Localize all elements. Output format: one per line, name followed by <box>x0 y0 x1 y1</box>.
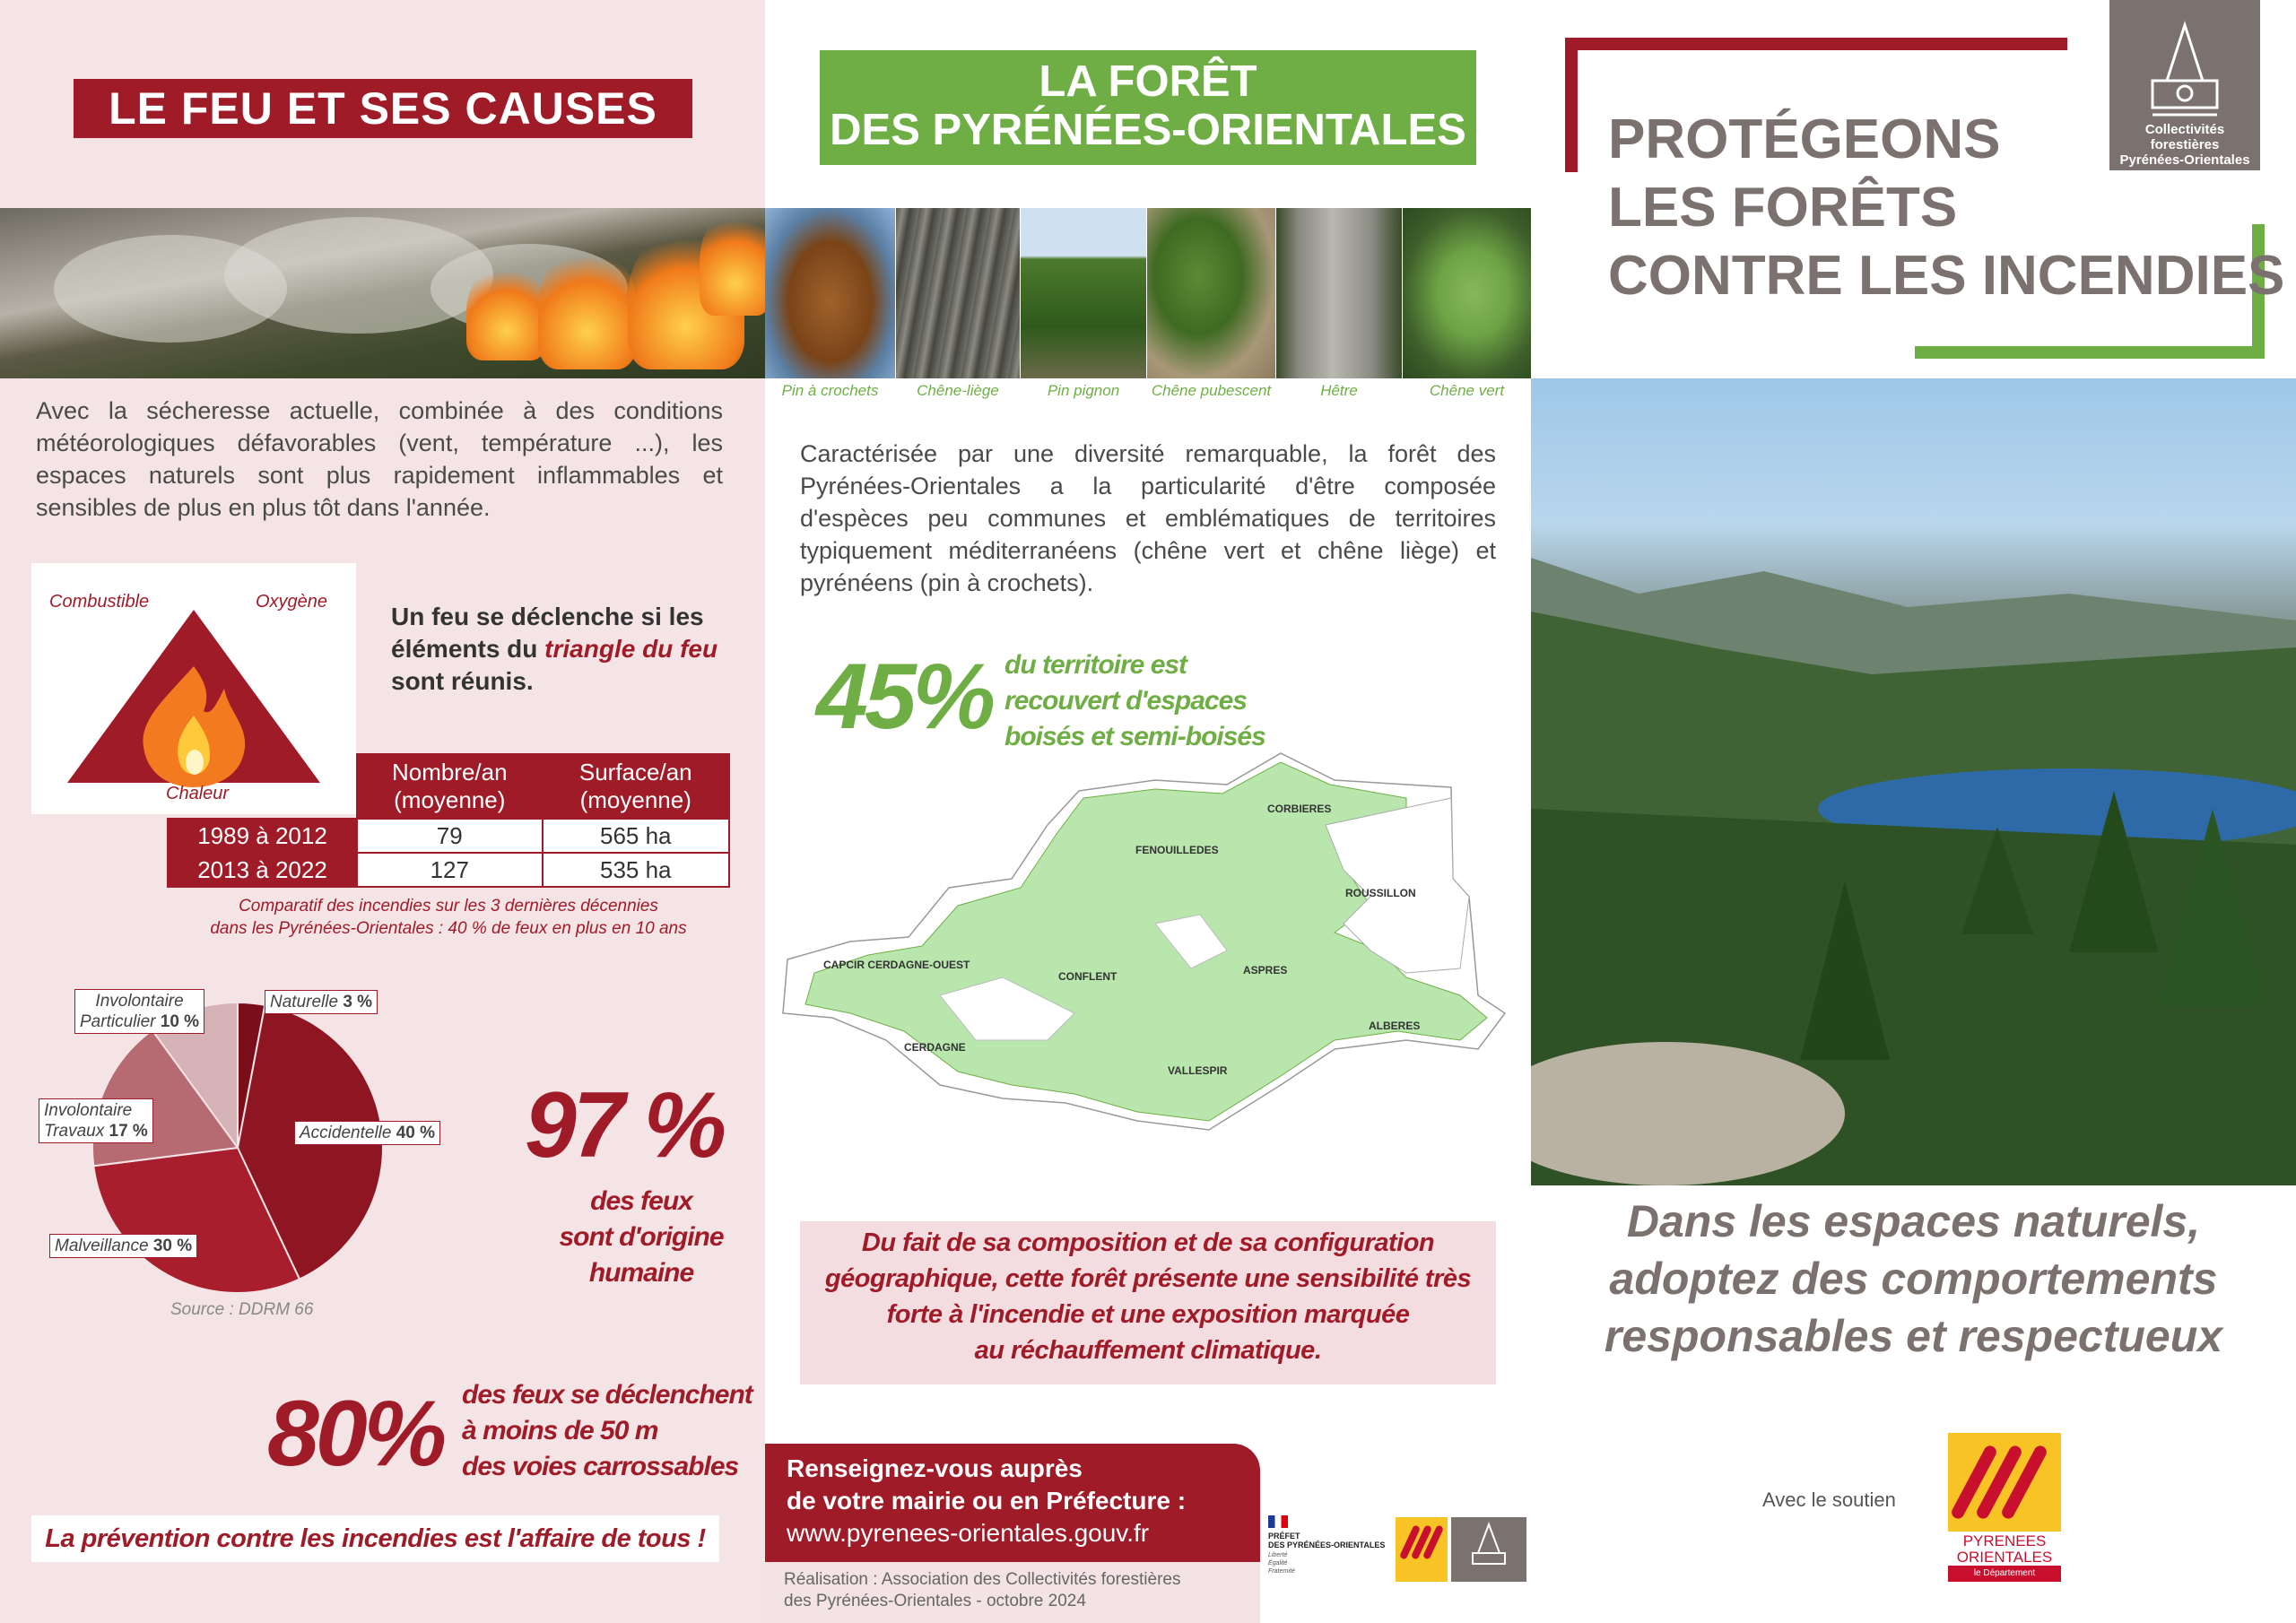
table-cell-nombre: 79 <box>357 819 543 853</box>
label-oxygene: Oxygène <box>256 592 328 612</box>
causes-pie-chart <box>90 995 404 1309</box>
main-title-line: LES FORÊTS <box>1608 177 1958 239</box>
table-header-row <box>168 754 729 819</box>
lake-landscape-photo <box>1531 378 2296 1185</box>
flag-icon <box>1268 1515 1288 1528</box>
pie-label-accidentelle <box>294 1121 440 1145</box>
forest-house-icon <box>2109 0 2260 135</box>
info-line: de votre mairie ou en Préfecture : <box>787 1487 1187 1515</box>
pie-label-text: Accidentelle <box>300 1124 392 1142</box>
dept-line: PYRENEES <box>1962 1532 2047 1549</box>
collectivites-mini-logo <box>1451 1517 1526 1582</box>
pie-label-text: Particulier <box>80 1012 156 1031</box>
species-caption: Chêne vert <box>1429 382 1505 399</box>
table-cell-surface: 535 ha <box>543 853 729 887</box>
map-label-alberes: ALBERES <box>1369 1020 1421 1032</box>
label-chaleur: Chaleur <box>166 784 230 803</box>
pie-label-travaux <box>39 1098 153 1143</box>
pie-label-particulier <box>74 989 204 1034</box>
slogan-line: responsables et respectueux <box>1604 1311 2223 1361</box>
title-frame-green-bottom <box>1915 346 2265 359</box>
pie-label-text: Involontaire <box>44 1101 133 1120</box>
photo-pin-pignon <box>1021 208 1146 378</box>
map-label-capcir: CAPCIR CERDAGNE-OUEST <box>823 959 970 971</box>
map-label-corbieres: CORBIERES <box>1267 803 1332 815</box>
table-header-surface: Surface/an (moyenne) <box>543 754 729 819</box>
section-title-forest <box>820 50 1476 165</box>
forest-house-icon <box>1451 1517 1526 1582</box>
prefecture-link[interactable]: www.pyrenees-orientales.gouv.fr <box>787 1519 1150 1547</box>
forest-intro-text: Caractérisée par une diversité remarquable, la forêt des Pyrénées-Orientales a la particularité d'être composée d'espèces peu communes et emblématiques de territoires typiquement méditerranéens (chêne vert et chêne liège) et pyrénéens (pin à crochets). <box>800 440 1496 596</box>
stat-45-text <box>1004 647 1265 755</box>
table-corner <box>168 754 357 819</box>
logo-line: Pyrénées-Orientales <box>2119 152 2250 168</box>
departement-logo <box>1948 1433 2061 1578</box>
prevention-banner: La prévention contre les incendies est l'affaire de tous ! <box>31 1515 719 1562</box>
stat-45-line: du territoire est <box>1004 650 1187 680</box>
flame-shape <box>466 262 547 360</box>
pie-source: Source : DDRM 66 <box>170 1300 314 1319</box>
slogan <box>1531 1193 2296 1365</box>
pie-label-value: 17 % <box>109 1122 148 1141</box>
pie-label-value: 30 % <box>152 1237 193 1255</box>
forest-coverage-map <box>778 744 1514 1139</box>
stat-80-line: à moins de 50 m <box>462 1416 658 1445</box>
table-note <box>135 895 762 940</box>
table-row <box>168 853 729 887</box>
table-cell-period: 1989 à 2012 <box>168 819 357 853</box>
logo-line: Collectivités forestières <box>2144 122 2225 152</box>
caption-end: sont réunis. <box>391 667 534 695</box>
fire-intro-text: Avec la sécheresse actuelle, combinée à des conditions météorologiques défavorables (vent, température ...), les espaces naturels sont plus rapidement inflammables et sensibles de plus en plus tôt dans l'année. <box>36 397 723 521</box>
support-text: Avec le soutien <box>1762 1488 1896 1511</box>
stat-80-line: des voies carrossables <box>462 1452 739 1481</box>
triangle-caption <box>391 601 750 698</box>
credit-text <box>784 1569 1180 1612</box>
stat-45-line: recouvert d'espaces <box>1004 686 1247 716</box>
stat-97-line: sont d'origine <box>559 1222 724 1252</box>
pie-label-naturelle <box>265 990 378 1014</box>
table-note-line: Comparatif des incendies sur les 3 dernières décennies <box>239 897 658 916</box>
table-cell-surface: 565 ha <box>543 819 729 853</box>
photo-chene-liege <box>896 208 1020 378</box>
fire-photo <box>0 208 765 378</box>
departement-logo-bg <box>1948 1433 2061 1532</box>
info-contact-box <box>765 1444 1260 1562</box>
label-combustible: Combustible <box>49 592 150 612</box>
pie-label-malveillance <box>49 1234 197 1258</box>
species-caption: Hêtre <box>1320 382 1358 399</box>
prefet-logo-text: DES PYRÉNÉES-ORIENTALES <box>1268 1541 1386 1549</box>
main-title-line: CONTRE LES INCENDIES <box>1608 245 2285 307</box>
slogan-line: adoptez des comportements <box>1609 1254 2218 1304</box>
photo-chene-vert <box>1403 208 1531 378</box>
flame-shape <box>700 208 765 316</box>
caption-start: Un feu se déclenche si les éléments du <box>391 603 704 663</box>
info-line: Renseignez-vous auprès <box>787 1454 1083 1482</box>
stat-97-value: 97 % <box>525 1073 724 1177</box>
pie-label-value: 3 % <box>343 993 373 1011</box>
credit-line: Réalisation : Association des Collectivités forestières <box>784 1570 1181 1589</box>
dept-line: le Département <box>1948 1566 2061 1582</box>
title-frame-red-top <box>1565 38 2067 50</box>
table-header-nombre: Nombre/an (moyenne) <box>357 754 543 819</box>
map-label-aspres: ASPRES <box>1243 964 1288 976</box>
section-title-fire: LE FEU ET SES CAUSES <box>74 79 692 138</box>
species-caption: Pin à crochets <box>781 382 879 399</box>
species-caption: Chêne-liège <box>917 382 999 399</box>
prefet-logo-text: Liberté Égalité Fraternité <box>1268 1552 1295 1575</box>
pie-label-text: Malveillance <box>55 1237 149 1255</box>
pie-label-text: Involontaire <box>95 992 184 1011</box>
photo-hetre <box>1276 208 1402 378</box>
map-label-fenouilledes: FENOUILLEDES <box>1135 844 1219 856</box>
departement-logo-text <box>1948 1533 2061 1582</box>
sensitivity-line: géographique, cette forêt présente une sensibilité très <box>824 1264 1472 1293</box>
forest-title-line: DES PYRÉNÉES-ORIENTALES <box>830 106 1466 154</box>
map-label-cerdagne: CERDAGNE <box>904 1041 966 1054</box>
panel-fire-causes <box>0 0 765 1623</box>
pie-label-value: 10 % <box>160 1012 200 1031</box>
dept-line: ORIENTALES <box>1956 1549 2053 1566</box>
slogan-line: Dans les espaces naturels, <box>1626 1196 2201 1246</box>
forest-sensitivity-box <box>800 1221 1496 1384</box>
stat-80-line: des feux se déclenchent <box>462 1380 752 1410</box>
sensitivity-line: Du fait de sa composition et de sa configuration <box>861 1228 1435 1257</box>
stat-97-text <box>538 1184 744 1291</box>
map-svg <box>778 744 1514 1139</box>
main-title-line: PROTÉGEONS <box>1608 108 2001 170</box>
pie-label-text: Travaux <box>44 1122 105 1141</box>
title-frame-red-side <box>1565 38 1578 172</box>
species-caption: Chêne pubescent <box>1151 382 1272 399</box>
table-cell-period: 2013 à 2022 <box>168 853 357 887</box>
sensitivity-line: forte à l'incendie et une exposition marquée <box>886 1300 1410 1329</box>
species-caption: Pin pignon <box>1047 382 1120 399</box>
map-label-vallespir: VALLESPIR <box>1168 1064 1228 1077</box>
photo-chene-pubescent <box>1147 208 1275 378</box>
pie-label-text: Naturelle <box>270 993 339 1011</box>
collectivites-logo-text <box>2109 122 2260 168</box>
forest-title-line: LA FORÊT <box>1039 57 1257 106</box>
stat-80-value: 80% <box>267 1382 444 1486</box>
stat-97-line: des feux <box>590 1186 692 1216</box>
pie-label-value: 40 % <box>396 1124 436 1142</box>
table-cell-nombre: 127 <box>357 853 543 887</box>
prefet-logo-text: PRÉFET <box>1268 1532 1300 1541</box>
caption-em: triangle du feu <box>544 635 718 663</box>
collectivites-logo <box>2109 0 2260 170</box>
departement-mini-logo <box>1396 1517 1448 1582</box>
photo-pin-crochets <box>765 208 895 378</box>
prefet-logo <box>1268 1515 1394 1584</box>
sensitivity-line: au réchauffement climatique. <box>974 1336 1322 1365</box>
landscape-svg <box>1531 378 2296 1185</box>
stat-80-text <box>462 1377 752 1485</box>
credit-line: des Pyrénées-Orientales - octobre 2024 <box>784 1592 1086 1610</box>
stat-45-line: boisés et semi-boisés <box>1004 722 1265 751</box>
map-label-roussillon: ROUSSILLON <box>1345 887 1416 899</box>
table-row <box>168 819 729 853</box>
fire-stats-table <box>167 753 730 888</box>
map-label-conflent: CONFLENT <box>1058 970 1118 983</box>
stat-97-line: humaine <box>588 1258 694 1288</box>
flame-shape <box>538 244 637 369</box>
table-note-line: dans les Pyrénées-Orientales : 40 % de feux en plus en 10 ans <box>210 919 687 938</box>
stat-45-value: 45% <box>816 645 993 749</box>
